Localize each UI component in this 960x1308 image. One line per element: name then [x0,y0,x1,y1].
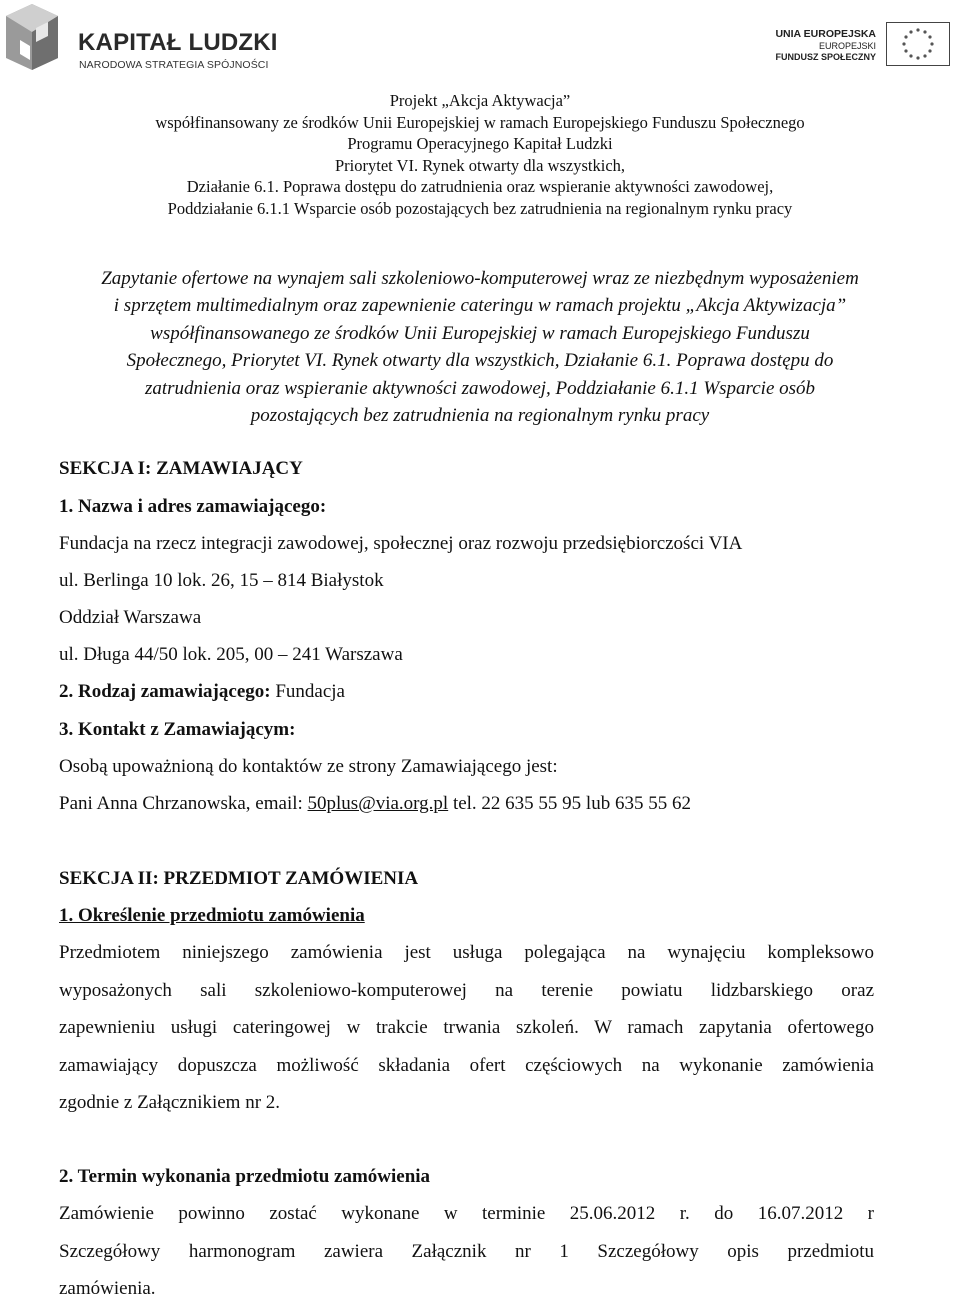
subject-line: Społecznego, Priorytet VI. Rynek otwarty dla wszystkich, Działanie 6.1. Poprawa dostępu do [126,350,834,372]
paragraph-line: zapewnieniu usługi cateringowej w trakcie trwania szkoleń. W ramach zapytania ofertowego [59,1017,874,1038]
paragraph-line: Przedmiotem niniejszego zamówienia jest usługa polegająca na wynajęciu kompleksowo [59,942,874,963]
kapital-ludzki-logo [0,0,300,80]
subject-line: Zapytanie ofertowe na wynajem sali szkoleniowo-komputerowej wraz ze niezbędnym wyposażeniem [101,268,859,289]
subject-line: zatrudnienia oraz wspieranie aktywności zawodowej, Poddziałanie 6.1.1 Wsparcie osób [144,377,816,399]
paragraph-line: zgodnie z Załącznikiem nr 2. [59,1092,281,1113]
kapital-ludzki-mark-icon [2,2,60,72]
eu-line-1: UNIA EUROPEJSKA [775,28,876,40]
subject-line: pozostających bez zatrudnienia na regionalnym rynku pracy [250,405,710,427]
subject-line: i sprzętem multimedialnym oraz zapewnienie cateringu w ramach projektu „Akcja Aktywizacja” [113,295,847,317]
logo-title: KAPITAŁ LUDZKI [78,29,278,56]
section-2-item-1-text [59,934,874,1122]
paragraph-line: Szczegółowy harmonogram zawiera Załącznik nr 1 Szczegółowy opis przedmiotu [59,1240,874,1262]
project-line: Programu Operacyjnego Kapitał Ludzki [347,134,613,153]
contact-email-link[interactable]: 50plus@via.org.pl [307,793,449,814]
project-header [0,90,960,219]
section-1-item-1-label: 1. Nazwa i adres zamawiającego: [59,496,327,517]
section-2-item-1-label: 1. Określenie przedmiotu zamówienia [59,905,365,926]
paragraph-line: zamówienia. [59,1278,156,1299]
section-1-heading: SEKCJA I: ZAMAWIAJĄCY [59,458,303,479]
section-2-item-2-text [59,1195,874,1308]
section-1-item-3-label: 3. Kontakt z Zamawiającym: [59,719,296,740]
subject-line: współfinansowanego ze środków Unii Europejskiej w ramach Europejskiego Funduszu [150,322,810,344]
contact-line [59,793,691,815]
eu-flag-icon [886,22,950,66]
project-line: Projekt „Akcja Aktywacja” [389,91,571,110]
paragraph-line: zamawiający dopuszcza możliwość składania ofert częściowych na wykonanie zamówienia [59,1054,874,1076]
contact-intro: Osobą upoważnioną do kontaktów ze strony Zamawiającego jest: [59,756,558,777]
project-line: Poddziałanie 6.1.1 Wsparcie osób pozostających bez zatrudnienia na regionalnym rynku pracy [167,198,793,218]
logo-subtitle: NARODOWA STRATEGIA SPÓJNOŚCI [79,59,269,71]
contact-person: Pani Anna Chrzanowska, email: [59,793,308,814]
section-2-heading: SEKCJA II: PRZEDMIOT ZAMÓWIENIA [59,868,419,889]
address-bialystok: ul. Berlinga 10 lok. 26, 15 – 814 Białystok [59,570,384,591]
project-line: Działanie 6.1. Poprawa dostępu do zatrudnienia oraz wspieranie aktywności zawodowej, [186,177,774,196]
paragraph-line: Zamówienie powinno zostać wykonane w terminie 25.06.2012 r. do 16.07.2012 r [59,1203,874,1224]
eu-line-3: FUNDUSZ SPOŁECZNY [775,52,876,62]
project-line: współfinansowany ze środków Unii Europejskiej w ramach Europejskiego Funduszu Społecznego [155,112,805,132]
contact-phone: tel. 22 635 55 95 lub 635 55 62 [448,793,691,814]
eu-line-2: EUROPEJSKI [818,41,876,51]
project-line: Priorytet VI. Rynek otwarty dla wszystkich, [334,155,626,175]
section-1-item-2-label: 2. Rodzaj zamawiającego: [59,681,271,702]
organization-name: Fundacja na rzecz integracji zawodowej, społecznej oraz rozwoju przedsiębiorczości VIA [59,533,743,554]
section-1-item-2 [59,681,345,703]
section-2-item-2-label: 2. Termin wykonania przedmiotu zamówienia [59,1166,431,1187]
document-subject [0,265,960,429]
section-1-item-2-value: Fundacja [270,681,345,702]
branch-name: Oddział Warszawa [59,607,202,628]
eu-label [736,28,876,63]
address-warszawa: ul. Długa 44/50 lok. 205, 00 – 241 Warszawa [59,644,403,665]
paragraph-line: wyposażonych sali szkoleniowo-komputerowej na terenie powiatu lidzbarskiego oraz [59,979,874,1001]
